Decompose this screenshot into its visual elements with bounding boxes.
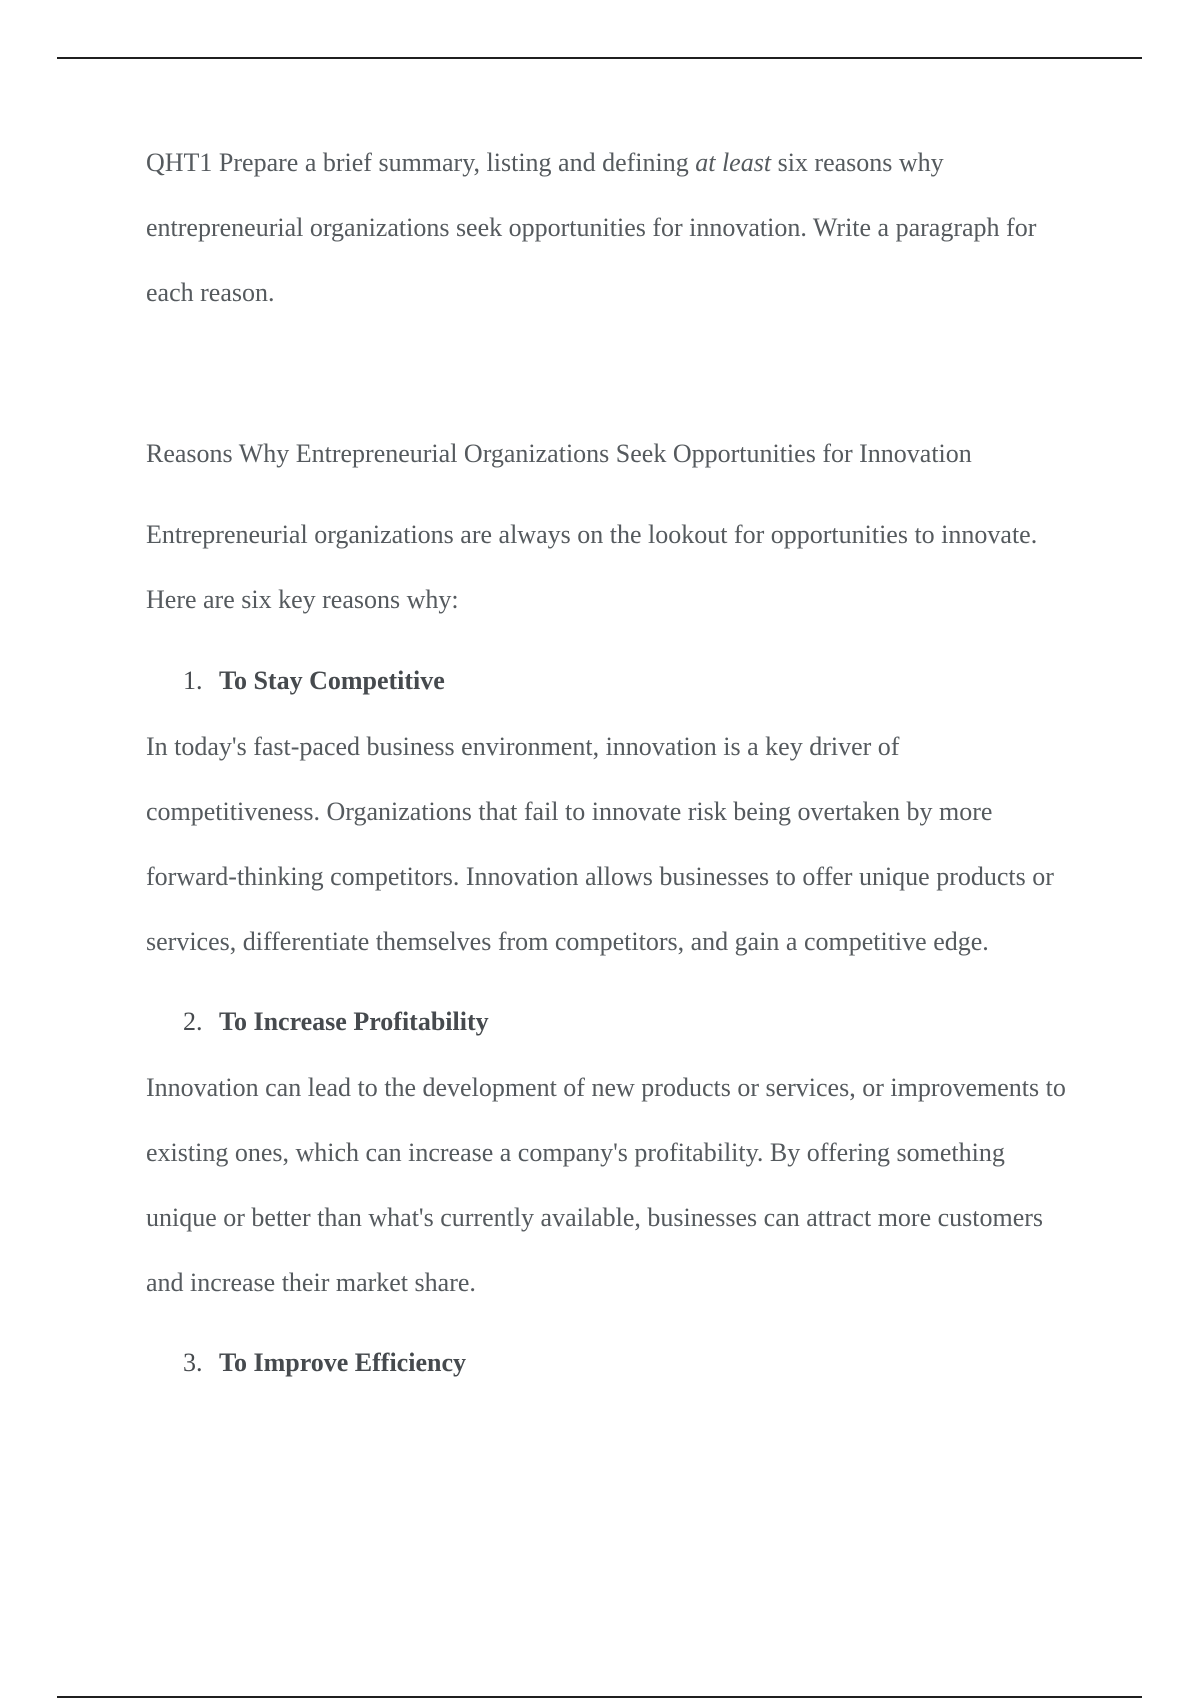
list-item-number: 1. (183, 666, 203, 695)
list-item-body: In today's fast-paced business environment, innovation is a key driver of competitiveness. Organizations that fail to innovate risk being overtaken by more forward-thinking competitors. Innovation allows businesses to offer unique products or services, differentiate themselves from competitors, and gain a competitive edge. (146, 732, 1054, 956)
list-item-title: 2. To Increase Profitability (146, 989, 1076, 1055)
document-body (146, 130, 1076, 1396)
header-rule (57, 57, 1142, 59)
list-item-number: 3. (183, 1348, 203, 1377)
list-item-body: Innovation can lead to the development of new products or services, or improvements to existing ones, which can increase a company's profitability. By offering something unique or better than what's currently available, businesses can attract more customers and increase their market share. (146, 1073, 1066, 1297)
prompt-emphasis: at least (695, 148, 772, 177)
list-item-title: 1. To Stay Competitive (146, 648, 1076, 714)
assignment-prompt: QHT1 Prepare a brief summary, listing and defining at least six reasons why entrepreneurial organizations seek opportunities for innovation. Write a paragraph for each reason. (146, 148, 1037, 307)
list-item-title: 3. To Improve Efficiency (146, 1330, 1076, 1396)
list-item-number: 2. (183, 1007, 203, 1036)
intro-paragraph: Entrepreneurial organizations are always on the lookout for opportunities to innovate. Here are six key reasons why: (146, 520, 1038, 614)
footer-rule (57, 1696, 1142, 1698)
section-heading: Reasons Why Entrepreneurial Organizations Seek Opportunities for Innovation (146, 439, 972, 468)
